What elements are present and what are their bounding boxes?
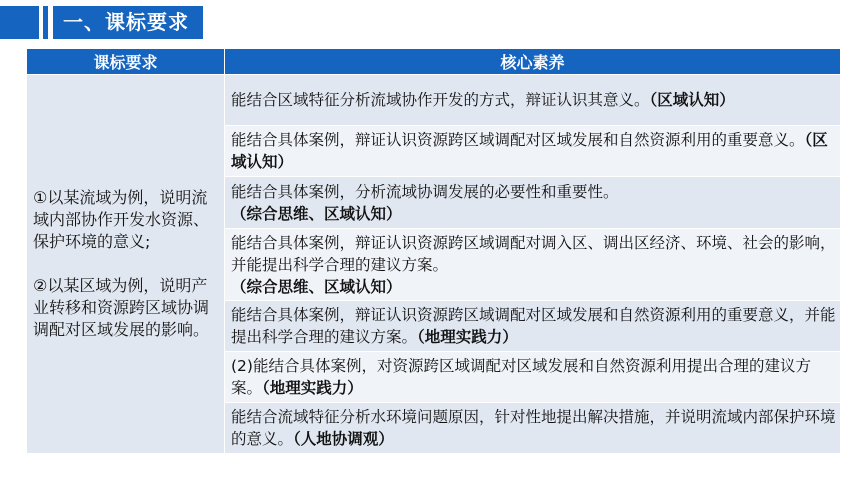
literacy-text: 能结合具体案例，辩证认识资源跨区域调配对区域发展和自然资源利用的重要意义，并能提出科学合理的建议方案。 <box>231 306 836 346</box>
literacy-cell <box>225 403 841 454</box>
literacy-tag: （地理实践力） <box>262 379 363 397</box>
literacy-tag: （综合思维、区域认知） <box>231 277 402 296</box>
literacy-tag: （人地协调观） <box>293 430 394 448</box>
literacy-cell <box>225 301 841 352</box>
literacy-text: 能结合区域特征分析流域协作开发的方式，辩证认识其意义。 <box>231 91 650 109</box>
literacy-text: (2)能结合具体案例，对资源跨区域调配对区域发展和自然资源利用提出合理的建议方案。 <box>231 357 811 397</box>
literacy-cell <box>225 75 841 126</box>
column-header-requirements: 课标要求 <box>27 49 225 75</box>
curriculum-table <box>26 48 841 454</box>
literacy-cell <box>225 352 841 403</box>
literacy-cell <box>225 177 841 229</box>
header-accent-block <box>0 6 39 39</box>
literacy-tag: （地理实践力） <box>417 328 518 346</box>
literacy-tag: （区域认知） <box>231 131 828 171</box>
literacy-cell <box>225 126 841 177</box>
table-row <box>27 75 841 126</box>
literacy-tag: （区域认知） <box>649 91 735 109</box>
literacy-text: 能结合流域特征分析水环境问题原因，针对性地提出解决措施，并说明流域内部保护环境的意义。 <box>231 408 836 448</box>
literacy-tag: （综合思维、区域认知） <box>231 204 402 223</box>
literacy-text: 能结合具体案例，辩证认识资源跨区域调配对调入区、调出区经济、环境、社会的影响，并能提出科学合理的建议方案。 <box>231 233 836 274</box>
requirement-item: ②以某区域为例，说明产业转移和资源跨区域协调调配对区域发展的影响。 <box>33 276 210 339</box>
requirements-cell <box>27 75 225 454</box>
section-title: 一、课标要求 <box>53 6 203 39</box>
literacy-cell <box>225 229 841 301</box>
column-header-literacy: 核心素养 <box>225 49 841 75</box>
table-header-row <box>27 49 841 75</box>
literacy-text: 能结合具体案例，分析流域协调发展的必要性和重要性。 <box>231 182 619 201</box>
header-accent-stripe <box>43 6 48 39</box>
literacy-text: 能结合具体案例，辩证认识资源跨区域调配对区域发展和自然资源利用的重要意义。 <box>231 131 805 149</box>
requirement-item: ①以某流域为例，说明流域内部协作开发水资源、保护环境的意义; <box>33 188 210 251</box>
